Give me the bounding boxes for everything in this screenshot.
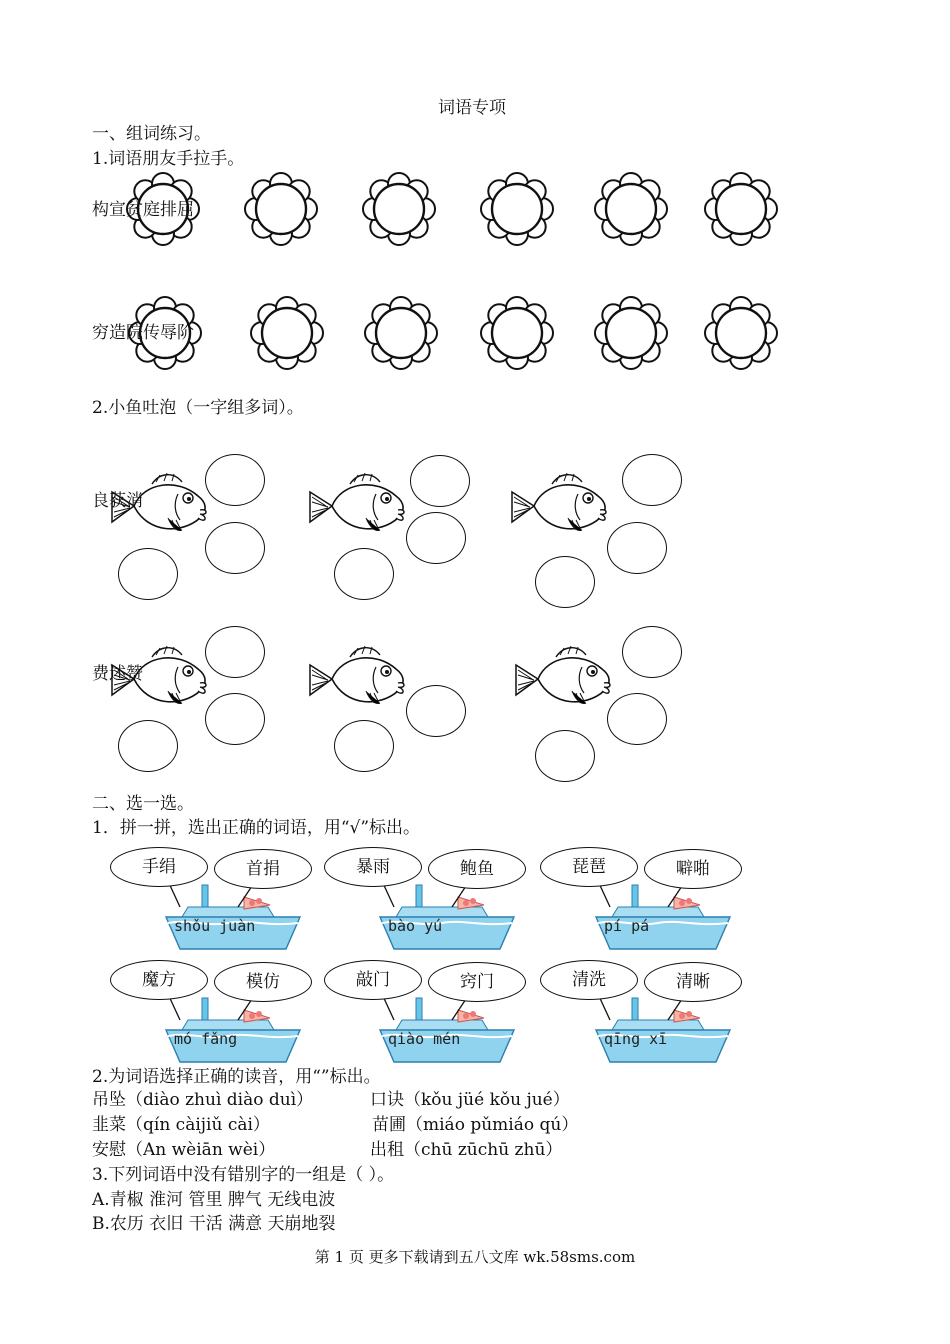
boat-question: [108, 958, 328, 1068]
fish-row-2-chars: 费述赞: [92, 664, 143, 684]
page-title: 词语专项: [438, 98, 506, 118]
answer-bubble[interactable]: [410, 455, 470, 507]
pinyin-label: qīng xī: [604, 1030, 668, 1048]
word-option-a[interactable]: 暴雨: [324, 847, 422, 887]
flower-blank[interactable]: [250, 296, 324, 370]
section-2-heading: 二、选一选。: [92, 794, 194, 814]
pinyin-label: bào yú: [388, 917, 443, 935]
flower-blank[interactable]: [594, 296, 668, 370]
flower-row-2-chars: 穷造院传辱阶: [92, 323, 194, 343]
flower-blank[interactable]: [594, 172, 668, 246]
pinyin-label: mó fǎng: [174, 1030, 238, 1048]
boat-question: [322, 845, 542, 955]
option-b: B.农历 衣旧 干活 满意 天崩地裂: [92, 1214, 336, 1234]
answer-bubble[interactable]: [205, 454, 265, 506]
fish-icon: [306, 645, 410, 717]
boat-question: [322, 958, 542, 1068]
word-option-a[interactable]: 敲门: [324, 960, 422, 1000]
word-option-b[interactable]: 模仿: [214, 962, 312, 1002]
answer-bubble[interactable]: [334, 548, 394, 600]
word-option-b[interactable]: 窍门: [428, 962, 526, 1002]
answer-bubble[interactable]: [607, 693, 667, 745]
option-a: A.青椒 淮河 管里 脾气 无线电波: [92, 1190, 336, 1210]
question-2-1: 1．拼一拼，选出正确的词语，用“√”标出。: [92, 818, 421, 838]
answer-bubble[interactable]: [205, 693, 265, 745]
boat-question: [538, 845, 758, 955]
page-footer: 第 1 页 更多下载请到五八文库 wk.58sms.com: [314, 1248, 636, 1266]
fish-icon: [306, 472, 410, 544]
word-option-a[interactable]: 手绢: [110, 847, 208, 887]
reading-item-5: 安慰（An wèiān wèi）: [92, 1140, 276, 1160]
answer-bubble[interactable]: [535, 730, 595, 782]
flower-blank[interactable]: [362, 172, 436, 246]
answer-bubble[interactable]: [607, 522, 667, 574]
pinyin-label: shǒu juàn: [174, 917, 256, 935]
word-option-b[interactable]: 鲍鱼: [428, 849, 526, 889]
question-1-1: 1.词语朋友手拉手。: [92, 149, 245, 169]
boat-question: [538, 958, 758, 1068]
question-2-2: 2.为词语选择正确的读音，用“”标出。: [92, 1067, 381, 1087]
question-2-3: 3.下列词语中没有错别字的一组是（ ）。: [92, 1165, 395, 1185]
reading-item-4: 苗圃（miáo pǔmiáo qú）: [372, 1115, 579, 1135]
answer-bubble[interactable]: [406, 685, 466, 737]
reading-item-3: 韭菜（qín càijiǔ cài）: [92, 1115, 270, 1135]
answer-bubble[interactable]: [118, 720, 178, 772]
flower-blank[interactable]: [704, 296, 778, 370]
reading-item-1: 吊坠（diào zhuì diào duì）: [92, 1090, 314, 1110]
pinyin-label: qiào mén: [388, 1030, 461, 1048]
word-option-a[interactable]: 清洗: [540, 960, 638, 1000]
flower-blank[interactable]: [244, 172, 318, 246]
word-option-a[interactable]: 魔方: [110, 960, 208, 1000]
answer-bubble[interactable]: [118, 548, 178, 600]
answer-bubble[interactable]: [334, 720, 394, 772]
question-1-2: 2.小鱼吐泡（一字组多词）。: [92, 398, 304, 418]
reading-item-2: 口诀（kǒu jüé kǒu jué）: [370, 1090, 570, 1110]
word-option-a[interactable]: 琵琶: [540, 847, 638, 887]
answer-bubble[interactable]: [535, 556, 595, 608]
fish-icon: [512, 645, 616, 717]
pinyin-label: pí pá: [604, 917, 650, 935]
answer-bubble[interactable]: [622, 626, 682, 678]
answer-bubble[interactable]: [622, 454, 682, 506]
fish-icon: [508, 472, 612, 544]
flower-blank[interactable]: [364, 296, 438, 370]
answer-bubble[interactable]: [205, 626, 265, 678]
reading-item-6: 出租（chū zūchū zhū）: [370, 1140, 563, 1160]
flower-blank[interactable]: [704, 172, 778, 246]
boat-question: [108, 845, 328, 955]
answer-bubble[interactable]: [205, 522, 265, 574]
answer-bubble[interactable]: [406, 512, 466, 564]
word-option-b[interactable]: 清晰: [644, 962, 742, 1002]
flower-blank[interactable]: [480, 172, 554, 246]
word-option-b[interactable]: 噼啪: [644, 849, 742, 889]
flower-row-1-chars: 构宣贫庭排屈: [92, 200, 194, 220]
fish-row-1-chars: 良获消: [92, 491, 143, 511]
flower-blank[interactable]: [480, 296, 554, 370]
word-option-b[interactable]: 首捐: [214, 849, 312, 889]
section-1-heading: 一、组词练习。: [92, 124, 211, 144]
